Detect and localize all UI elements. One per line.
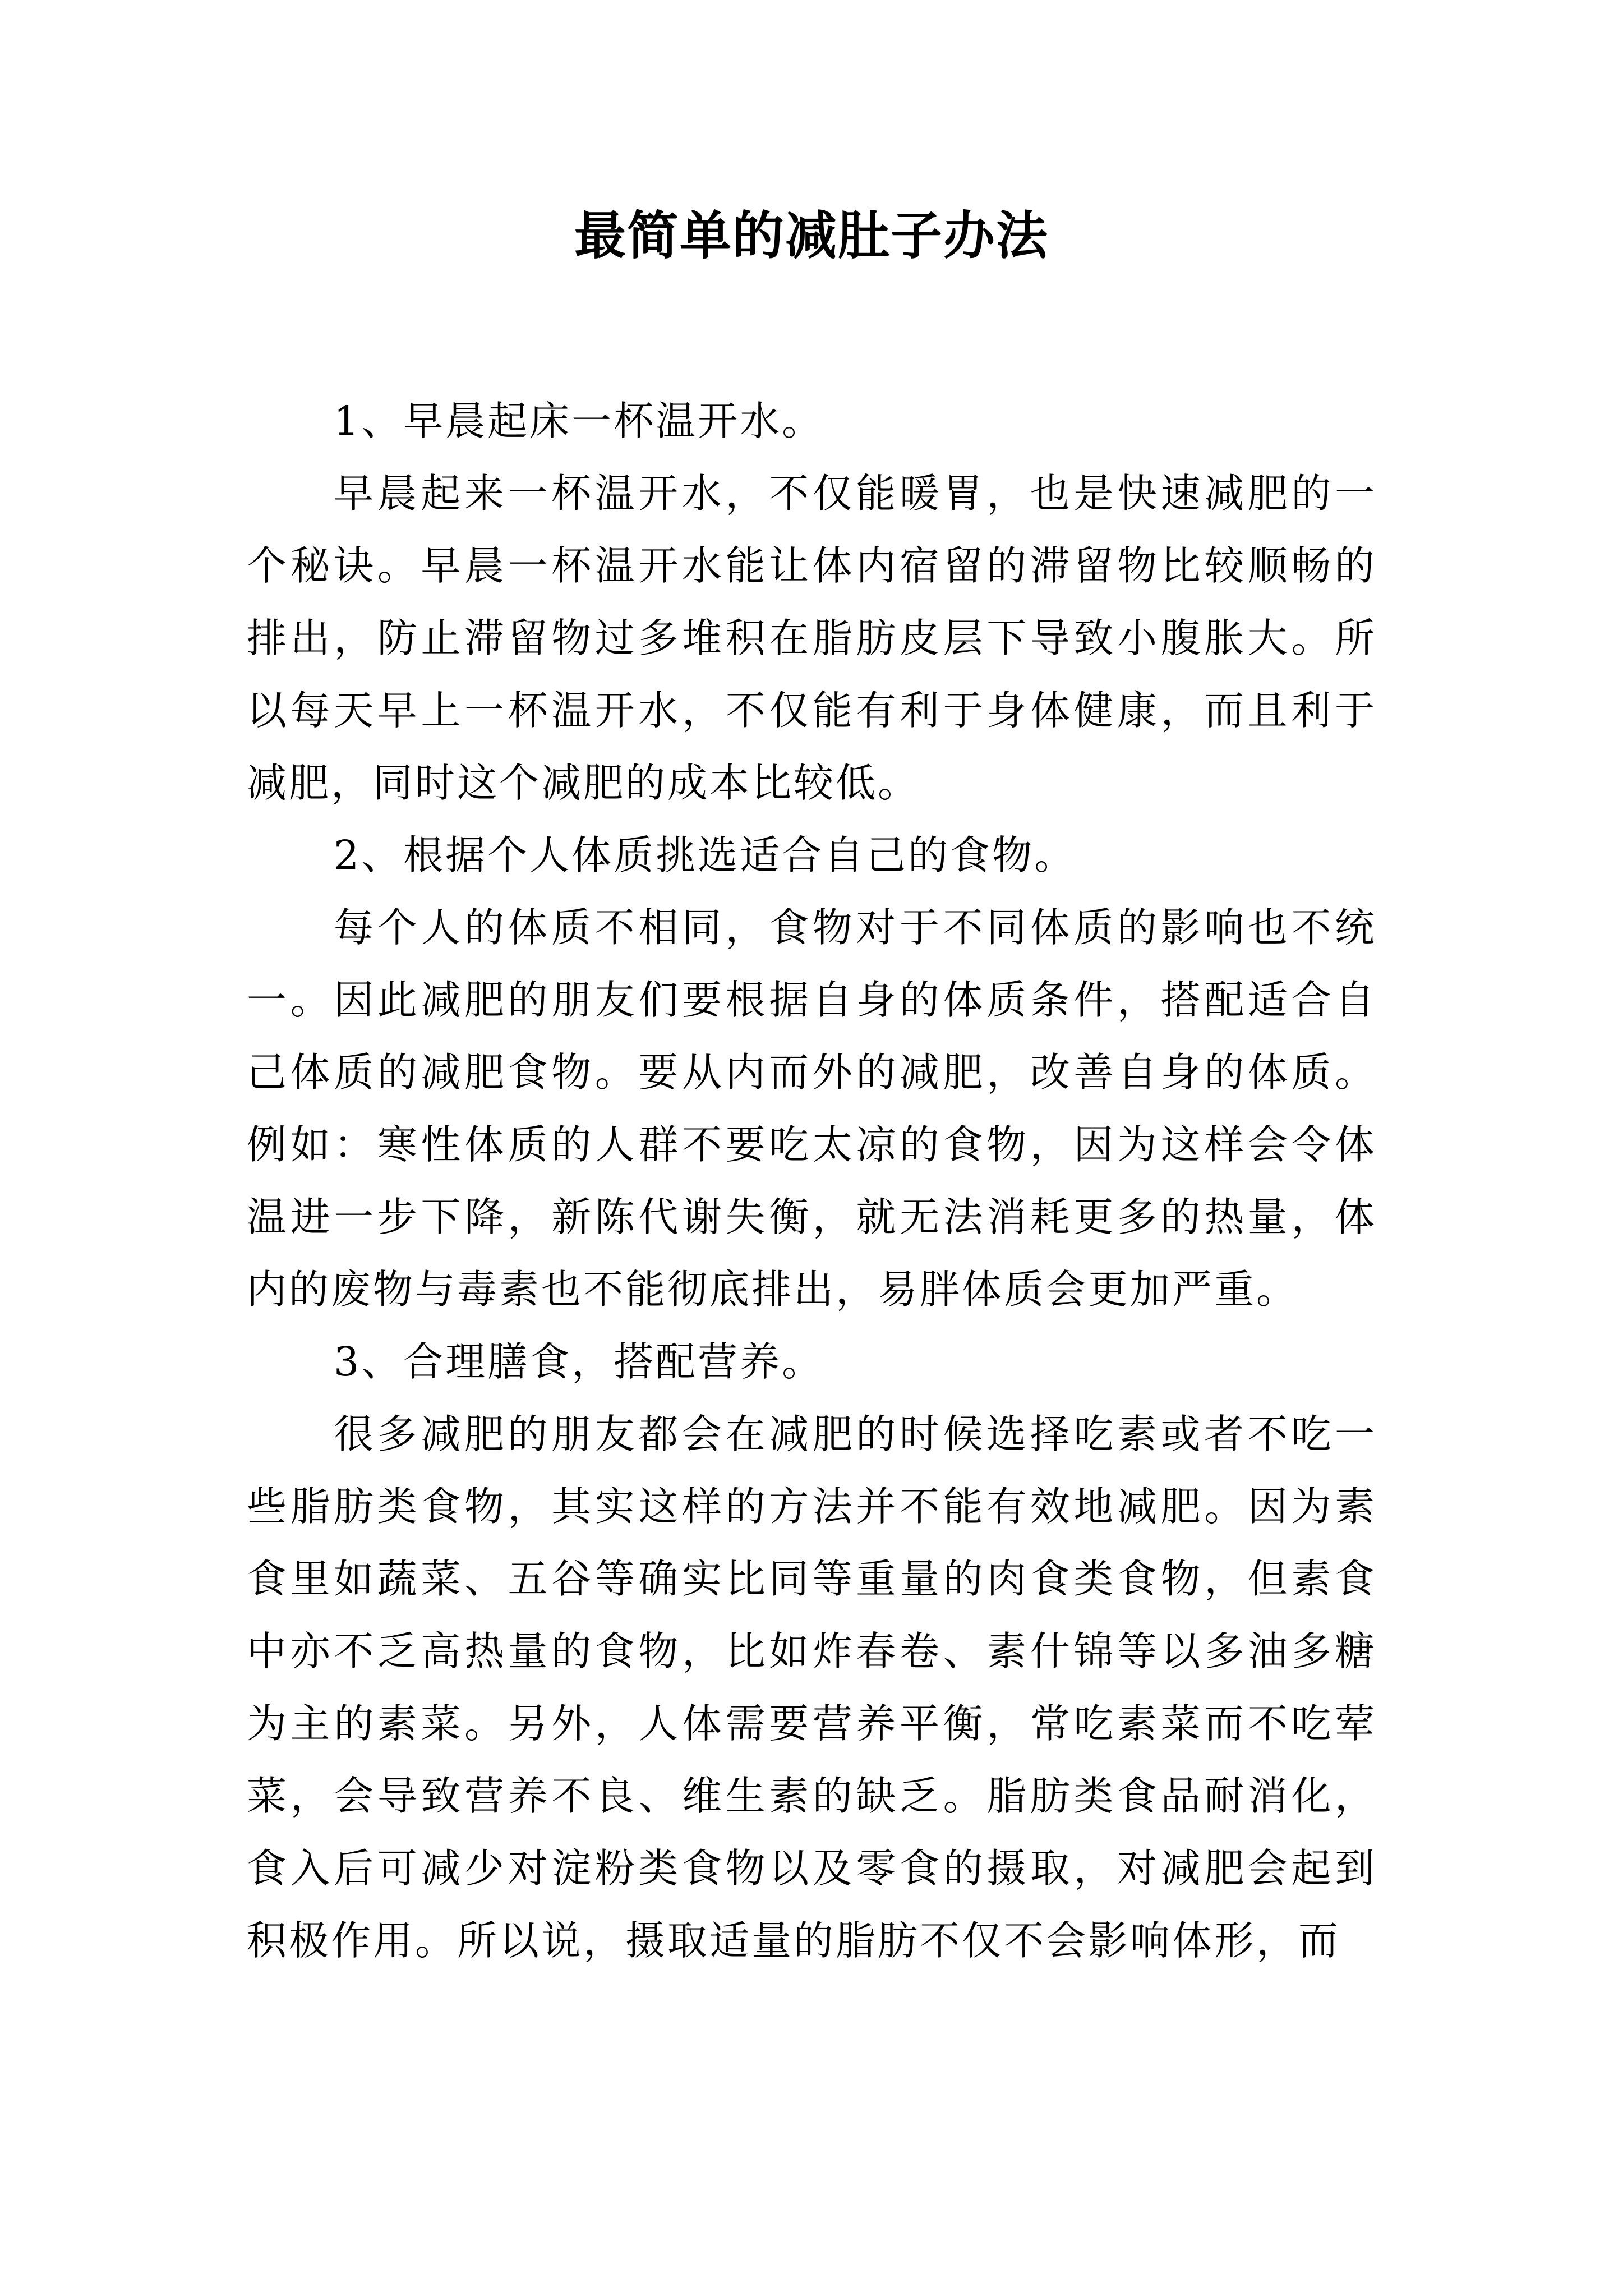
heading-item-3: 3、合理膳食，搭配营养。 (334, 1338, 824, 1385)
paragraph-item-1: 早晨起来一杯温开水，不仅能暖胃，也是快速减肥的一个秘诀。早晨一杯温开水能让体内宿留的滞留物比较顺畅的排出，防止滞留物过多堆积在脂肪皮层下导致小腹胀大。所以每天早上一杯温开水，不仅能有利于身体健康，而且利于减肥，同时这个减肥的成本比较低。 (247, 470, 1377, 806)
paragraph-item-3: 很多减肥的朋友都会在减肥的时候选择吃素或者不吃一些脂肪类食物，其实这样的方法并不能有效地减肥。因为素食里如蔬菜、五谷等确实比同等重量的肉食类食物，但素食中亦不乏高热量的食物，比如炸春卷、素什锦等以多油多糖为主的素菜。另外，人体需要营养平衡，常吃素菜而不吃荤菜，会导致营养不良、维生素的缺乏。脂肪类食品耐消化，食入后可减少对淀粉类食物以及零食的摄取，对减肥会起到积极作用。所以说，摄取适量的脂肪不仅不会影响体形，而 (247, 1411, 1377, 1964)
document-title: 最简单的减肚子办法 (574, 205, 1049, 266)
paragraph-item-2: 每个人的体质不相同，食物对于不同体质的影响也不统一。因此减肥的朋友们要根据自身的体质条件，搭配适合自己体质的减肥食物。要从内而外的减肥，改善自身的体质。例如：寒性体质的人群不要吃太凉的食物，因为这样会令体温进一步下降，新陈代谢失衡，就无法消耗更多的热量，体内的废物与毒素也不能彻底排出，易胖体质会更加严重。 (247, 904, 1377, 1313)
heading-item-2: 2、根据个人体质挑选适合自己的食物。 (334, 832, 1077, 878)
document-body (247, 385, 1377, 1977)
heading-item-1: 1、早晨起床一杯温开水。 (334, 398, 824, 444)
